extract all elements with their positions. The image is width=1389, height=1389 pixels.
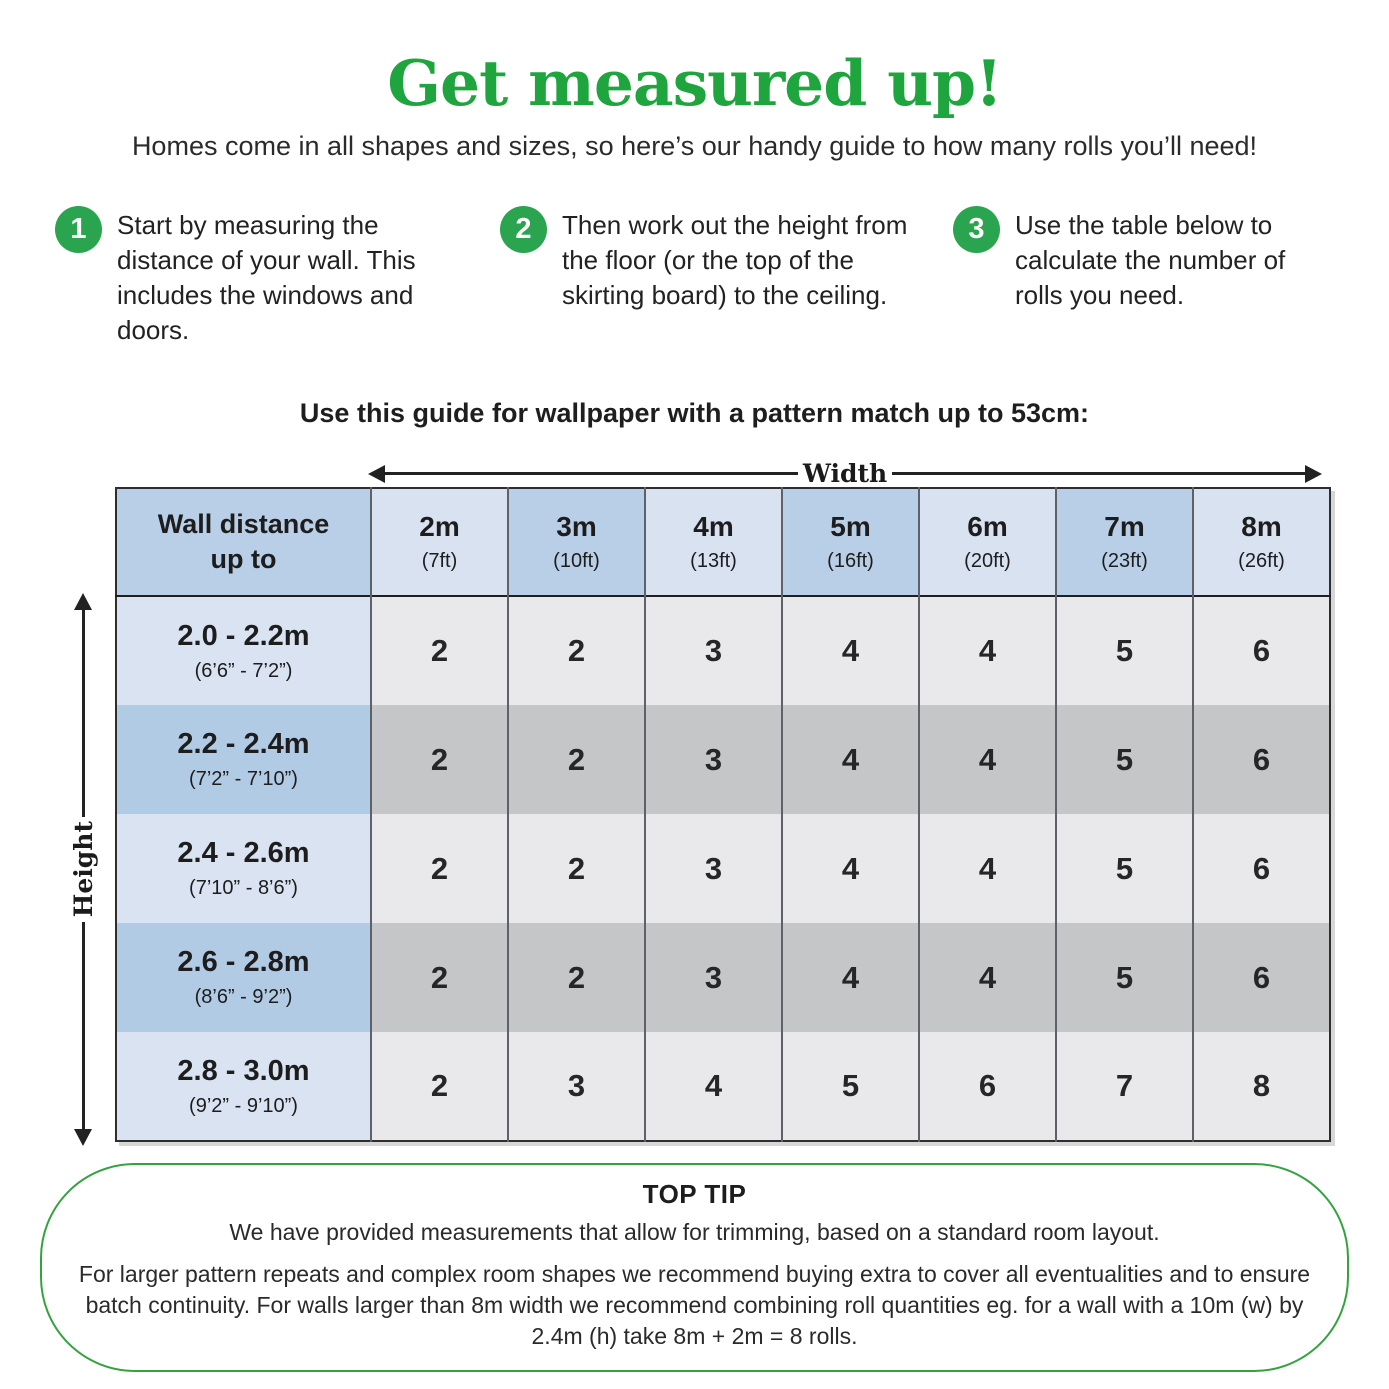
arrow-up-icon (74, 593, 92, 610)
table-row (116, 814, 1330, 923)
rolls-value-cell: 7 (1056, 1032, 1193, 1141)
rolls-value-cell: 3 (508, 1032, 645, 1141)
step-2-text: Then work out the height from the floor (or the top of the skirting board) to the ceiling. (562, 210, 908, 310)
rolls-value-cell: 5 (1056, 923, 1193, 1032)
rolls-value-cell: 4 (782, 705, 919, 814)
width-axis-label: Width (802, 459, 888, 488)
column-header-6m: 6m (20ft) (919, 488, 1056, 596)
height-axis-arrow (59, 593, 107, 1146)
rolls-value-cell: 4 (919, 814, 1056, 923)
table-row (116, 1032, 1330, 1141)
step-3-number-badge: 3 (953, 206, 1000, 253)
height-axis-label: Height (68, 821, 98, 918)
tip-line-2: For larger pattern repeats and complex room shapes we recommend buying extra to cover all eventualities and to ensure batch continuity. For walls larger than 8m width we recommend combining roll quantities eg. for a wall with a 10m (w) by 2.4m (h) take 8m + 2m = 8 rolls. (78, 1261, 1311, 1349)
rolls-value-cell: 4 (782, 596, 919, 705)
step-2-number-badge: 2 (500, 206, 547, 253)
step-3 (953, 206, 1328, 313)
row-header: 2.8 - 3.0m (9’2” - 9’10”) (116, 1032, 371, 1141)
rolls-value-cell: 8 (1193, 1032, 1330, 1141)
rolls-value-cell: 2 (508, 923, 645, 1032)
row-header: 2.2 - 2.4m (7’2” - 7’10”) (116, 705, 371, 814)
rolls-value-cell: 2 (371, 596, 508, 705)
rolls-value-cell: 6 (1193, 814, 1330, 923)
corner-header: Wall distance up to (116, 488, 371, 596)
arrow-down-icon (74, 1129, 92, 1146)
arrow-left-icon (368, 465, 385, 483)
rolls-value-cell: 3 (645, 596, 782, 705)
column-header-4m: 4m (13ft) (645, 488, 782, 596)
rolls-value-cell: 4 (782, 923, 919, 1032)
row-header: 2.4 - 2.6m (7’10” - 8’6”) (116, 814, 371, 923)
rolls-value-cell: 2 (508, 596, 645, 705)
column-header-5m: 5m (16ft) (782, 488, 919, 596)
rolls-value-cell: 3 (645, 705, 782, 814)
tip-line-1: We have provided measurements that allow for trimming, based on a standard room layout. (229, 1219, 1160, 1245)
rolls-value-cell: 4 (919, 596, 1056, 705)
step-2 (500, 206, 935, 313)
rolls-value-cell: 4 (782, 814, 919, 923)
column-header-7m: 7m (23ft) (1056, 488, 1193, 596)
rolls-value-cell: 6 (1193, 923, 1330, 1032)
rolls-value-cell: 5 (1056, 705, 1193, 814)
step-1-text: Start by measuring the distance of your wall. This includes the windows and doors. (117, 210, 416, 345)
rolls-value-cell: 5 (1056, 596, 1193, 705)
arrow-right-icon (1305, 465, 1322, 483)
step-1 (55, 206, 450, 348)
table-caption: Use this guide for wallpaper with a pattern match up to 53cm: (299, 398, 1090, 428)
rolls-value-cell: 6 (919, 1032, 1056, 1141)
row-header: 2.0 - 2.2m (6’6” - 7’2”) (116, 596, 371, 705)
step-1-number-badge: 1 (55, 206, 102, 253)
row-header: 2.6 - 2.8m (8’6” - 9’2”) (116, 923, 371, 1032)
rolls-value-cell: 4 (919, 923, 1056, 1032)
tip-heading: TOP TIP (642, 1179, 747, 1209)
rolls-value-cell: 4 (645, 1032, 782, 1141)
page-subtitle: Homes come in all shapes and sizes, so here’s our handy guide to how many rolls you’ll need! (131, 131, 1258, 161)
rolls-value-cell: 5 (782, 1032, 919, 1141)
top-tip-box (40, 1163, 1349, 1372)
column-header-8m: 8m (26ft) (1193, 488, 1330, 596)
table-row (116, 596, 1330, 705)
rolls-value-cell: 2 (508, 705, 645, 814)
rolls-table (115, 487, 1331, 1142)
column-header-2m: 2m (7ft) (371, 488, 508, 596)
table-row (116, 705, 1330, 814)
rolls-value-cell: 6 (1193, 705, 1330, 814)
rolls-value-cell: 2 (508, 814, 645, 923)
rolls-value-cell: 2 (371, 1032, 508, 1141)
page-title: Get measured up! (387, 46, 1002, 120)
rolls-value-cell: 3 (645, 923, 782, 1032)
step-3-text: Use the table below to calculate the number of rolls you need. (1015, 210, 1286, 310)
rolls-value-cell: 6 (1193, 596, 1330, 705)
rolls-value-cell: 2 (371, 923, 508, 1032)
rolls-value-cell: 4 (919, 705, 1056, 814)
rolls-value-cell: 2 (371, 814, 508, 923)
rolls-value-cell: 2 (371, 705, 508, 814)
width-axis-arrow (368, 459, 1322, 488)
table-row (116, 923, 1330, 1032)
rolls-value-cell: 3 (645, 814, 782, 923)
rolls-value-cell: 5 (1056, 814, 1193, 923)
column-header-3m: 3m (10ft) (508, 488, 645, 596)
